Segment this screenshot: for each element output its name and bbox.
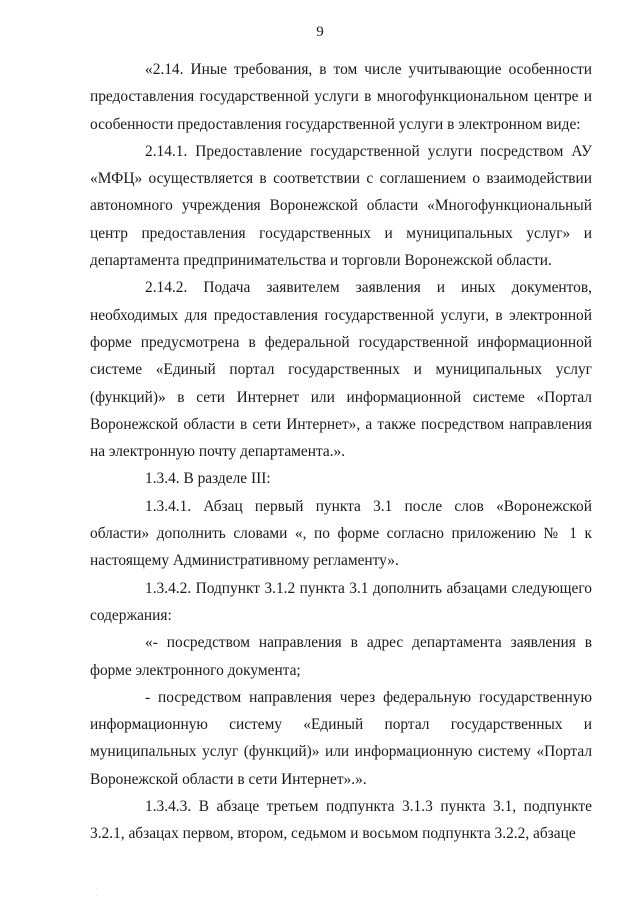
document-body	[90, 56, 592, 848]
paragraph-2-14-2: 2.14.2. Подача заявителем заявления и иных документов, необходимых для предоставления государственной услуги, в электронной форме предусмотрена в федеральной государственной информационной системе «Единый портал государственных и муниципальных услуг (функций)» в сети Интернет или информационной системе «Портал Воронежской области в сети Интернет», а также посредством направления на электронную почту департамента.».	[90, 279, 592, 461]
paragraph-1-3-4-3: 1.3.4.3. В абзаце третьем подпункта 3.1.3 пункта 3.1, подпункте 3.2.1, абзацах первом, втором, седьмом и восьмом подпункта 3.2.2, абзаце	[90, 798, 592, 843]
paragraph-2-14: «2.14. Иные требования, в том числе учитывающие особенности предоставления государственной услуги в многофункциональном центре и особенности предоставления государственной услуги в электронном виде:	[90, 61, 592, 133]
scan-specks: · ·	[96, 887, 398, 899]
paragraph-1-3-4: 1.3.4. В разделе III:	[145, 470, 271, 488]
paragraph-2-14-1: 2.14.1. Предоставление государственной услуги посредством АУ «МФЦ» осуществляется в соответствии с соглашением о взаимодействии автономного учреждения Воронежской области «Многофункциональный центр предоставления государственных и муниципальных услуг» и департамента предпринимательства и торговли Воронежской области.	[90, 142, 592, 270]
paragraph-1-3-4-2: 1.3.4.2. Подпункт 3.1.2 пункта 3.1 дополнить абзацами следующего содержания:	[90, 579, 592, 624]
paragraph-1-3-4-1: 1.3.4.1. Абзац первый пункта 3.1 после слов «Воронежской области» дополнить словами «, по форме согласно приложению № 1 к настоящему Административному регламенту».	[90, 497, 592, 570]
page-number: 9	[316, 24, 324, 40]
paragraph-bullet-electronic-document: «- посредством направления в адрес департамента заявления в форме электронного документа;	[90, 634, 592, 679]
paragraph-bullet-portal: - посредством направления через федеральную государственную информационную систему «Единый портал государственных и муниципальных услуг (функций)» или информационную систему «Портал Воронежской области в сети Интернет».».	[90, 688, 592, 788]
